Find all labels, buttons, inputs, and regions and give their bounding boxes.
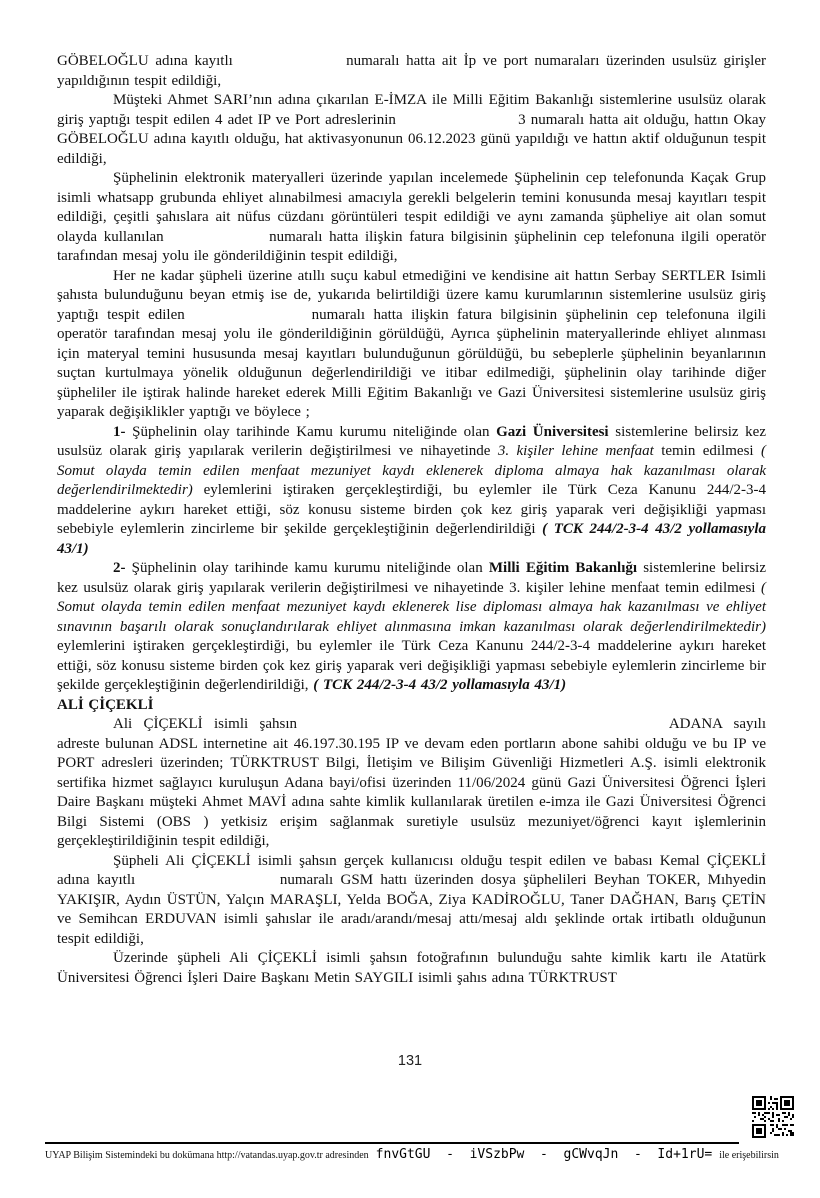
text-segment: Milli Eğitim Bakanlığı [488,560,638,576]
text-segment: Şüphelinin olay tarihinde Kamu kurumu niteliğinde olan [132,423,497,440]
text-segment: 2- [113,560,132,576]
section-heading-ali-cicekli: ALİ ÇİÇEKLİ [57,696,154,713]
text-segment: 3 numaralı hatta ait olduğu, hattın Okay GÖBELOĞLU adına kayıtlı olduğu, hat aktivasyonunun 06.12.2023 günü yapıldığı ve hattın aktif olduğunun tespit edildiği, [57,111,766,167]
paragraph-gobeloglu-hat [57,52,766,91]
text-segment: GÖBELOĞLU adına kayıtlı [57,53,240,69]
text-segment: ( Somut olayda temin edilen menfaat mezuniyet kaydı eklenerek diploma almaya hak kazanılması olarak değerlendirilmektedir) [57,443,766,498]
paragraph-sahte-kimlik [57,949,766,988]
redaction-gap [308,727,658,728]
paragraph-gsm-irtibat [57,852,766,950]
document-body [57,52,766,988]
text-segment: Üzerinde şüpheli Ali ÇİÇEKLİ isimli şahsın fotoğrafının bulunduğu sahte kimlik kartı ile Atatürk Üniversitesi Öğrenci İşleri Daire Başkanı Metin SAYGILI isimli şahıs adına TÜRKTRUST [57,950,766,986]
text-segment: eylemlerini iştiraken gerçekleştirdiği, bu eylemler ile Türk Ceza Kanunu 244/2-3-4 maddelerine aykırı hareket ettiği, söz konusu sisteme birden çok kez giriş yaparak veri değişikliği yapması sebebiyle eylemlerin zincirleme bir şekilde gerçekleştiğinin değerlendirildiği [57,482,766,537]
redaction-gap [239,64,339,65]
text-segment: Her ne kadar şüpheli üzerine atıllı suçu kabul etmediğini ve kendisine ait hattın Serbay SERTLER Isimli şahısta bulunduğunu beyan etmiş ise de, yukarıda belirtildiği üzere kamu kurumlarının sistemlerine usulsüz giriş yaptığı tespit edilen [57,267,766,323]
text-segment: numaralı hatta ilişkin fatura bilgisinin şüphelinin cep telefonuna ilgili operatör tarafından mesaj yolu ile gönderildiğinin tespit edildiği, [57,228,767,264]
text-segment: numaralı hatta ait İp ve port numaraları üzerinden usulsüz girişler yapıldığının tespit edildiği, [57,53,766,89]
paragraph-musteki-sari [57,91,766,169]
redaction-gap [401,123,513,124]
redaction-gap [193,318,303,319]
text-segment: numaralı hatta ilişkin fatura bilgisinin şüphelinin cep telefonuna ilgili operatör tarafından mesaj yolu ile gönderildiğinin görüldüğü, Ayrıca şüphelinin materyallerinde ehliyet alınması için materyal temini hususunda mesaj kayıtları bulunduğunun görüldüğü, bu sebeplerle şüphelinin beyanlarının suçtan kurtulmaya yönelik olduğunun değerlendirildiği ve itibar edilmediği, şüphelinin olay tarihinde diğer şüpheliler ile iştirak halinde hareket ederek Milli Eğitim Bakanlığı ve Gazi Üniversitesi sistemlerine usulsüz giriş yaparak değişiklikler yaptığı ve böylece ; [57,306,766,420]
paragraph-suclama-1-gazi-universitesi [57,423,766,560]
text-segment: 1- [113,423,133,440]
text-segment: sistemlerine belirsiz kez usulsüz olarak giriş yapılarak verilerin değiştirilmesi ve nihayetinde 3. kişiler lehine menfaat temin edilmesi [57,560,766,596]
paragraph-supheli-beyani [57,267,766,423]
redaction-gap [170,240,262,241]
text-segment: ADANA sayılı adreste bulunan ADSL internetine ait 46.197.30.195 IP ve devam eden portların abone sahibi olduğu ve bu IP ve PORT adresleri üzerinden; TÜRKTRUST Bilgi, İletişim ve Bilişim Güvenliği Hizmetleri A.Ş. isimli elektronik sertifika hizmet sağlayıcı kuruluşun Adana bayi/ofisi üzerinden 11/06/2024 günü Gazi Üniversitesi Öğrenci İşleri Daire Başkanı müşteki Ahmet MAVİ adına sahte kimlik kullanılarak üretilen e-imza ile Gazi Üniversitesi Öğrenci Bilgi Sistemi (OBS ) yetkisiz erişim sağlanmak suretiyle usulsüz mezuniyet/öğrenci kayıt işlemlerinin gerçekleştirildiğinin tespit edildiği, [57,716,766,849]
text-segment: eylemlerini iştiraken gerçekleştirdiği, bu eylemler ile Türk Ceza Kanunu 244/2-3-4 maddelerine aykırı hareket ettiği, söz konusu sisteme birden çok kez giriş yaparak veri değişikliği yapması sebebiyle eylemlerin zincirleme bir şekilde gerçekleştiğinin değerlendirildiği, [57,638,766,693]
text-segment: sistemlerine belirsiz kez usulsüz olarak giriş yapılarak verilerin değiştirilmesi ve nihayetinde [57,423,766,459]
qr-code [752,1096,794,1138]
page-number: 131 [397,1053,423,1069]
text-segment: numaralı GSM hattı üzerinden dosya şüphelileri Beyhan TOKER, Mıhyedin YAKIŞIR, Aydın ÜSTÜN, Yalçın MARAŞLI, Yelda BOĞA, Ziya KADİROĞLU, Taner DAĞHAN, Barış ÇETİN ve Semihcan ERDUVAN isimli şahıslar ile aradı/arandı/mesaj attı/mesaj aldı şeklinde ortak irtibatlı olduğunun tespit edildiği, [57,872,767,947]
footer-access-code: fnvGtGU - iVSzbPw - gCWvqJn - Id+1rU= [375,1147,713,1162]
footer-access-note [45,1147,810,1162]
text-segment: 3. kişiler lehine menfaat [497,443,654,459]
text-segment: Şüpheli Ali ÇİÇEKLİ isimli şahsın gerçek kullanıcısı olduğu tespit edilen ve babası Kemal ÇİÇEKLİ adına kayıtlı [57,852,766,888]
text-segment: ( TCK 244/2-3-4 43/2 yollamasıyla 43/1) [313,677,567,693]
text-segment: Şüphelinin olay tarihinde kamu kurumu niteliğinde olan [131,560,489,576]
text-segment: Müşteki Ahmet SARI’nın adına çıkarılan E-İMZA ile Milli Eğitim Bakanlığı sistemlerine usulsüz olarak giriş yaptığı tespit edilen 4 adet IP ve Port adreslerinin [57,92,766,128]
redaction-gap [143,883,273,884]
paragraph-suclama-2-milli-egitim-bakanligi [57,559,766,696]
footer-access-prefix: UYAP Bilişim Sistemindeki bu dokümana http://vatandas.uyap.gov.tr adresinden [45,1150,369,1161]
paragraph-elektronik-inceleme [57,169,766,267]
footer-divider [45,1142,739,1144]
text-segment: ( TCK 244/2-3-4 43/2 yollamasıyla 43/1) [57,521,767,557]
text-segment: Ali ÇİÇEKLİ isimli şahsın [113,716,309,732]
paragraph-ali-cicekli-adsl [57,715,766,852]
footer-access-suffix: ile erişebilirsin [719,1150,779,1161]
text-segment: Şüphelinin elektronik materyalleri üzerinde yapılan incelemede Şüphelinin cep telefonunda Kaçak Grup isimli whatsapp grubunda ehliyet alınabilmesi amacıyla gerekli belgelerin temini konusunda mesaj kayıtları tespit edildiği, çeşitli şahıslara ait nüfus cüzdanı görüntüleri tespit edildiği ve aynı zamanda şüpheliye ait olan somut olayda kullanılan [57,170,766,245]
text-segment: temin edilmesi [653,443,761,459]
text-segment: ( Somut olayda temin edilen menfaat mezuniyet kaydı eklenerek lise diploması almaya hak kazanılması ve ehliyet sınavının başarılı olarak sonuçlandırılarak ehliyet alınmasına imkan kazanılması olarak değerlendirilmektedir) [57,579,766,635]
text-segment: Gazi Üniversitesi [496,423,609,440]
